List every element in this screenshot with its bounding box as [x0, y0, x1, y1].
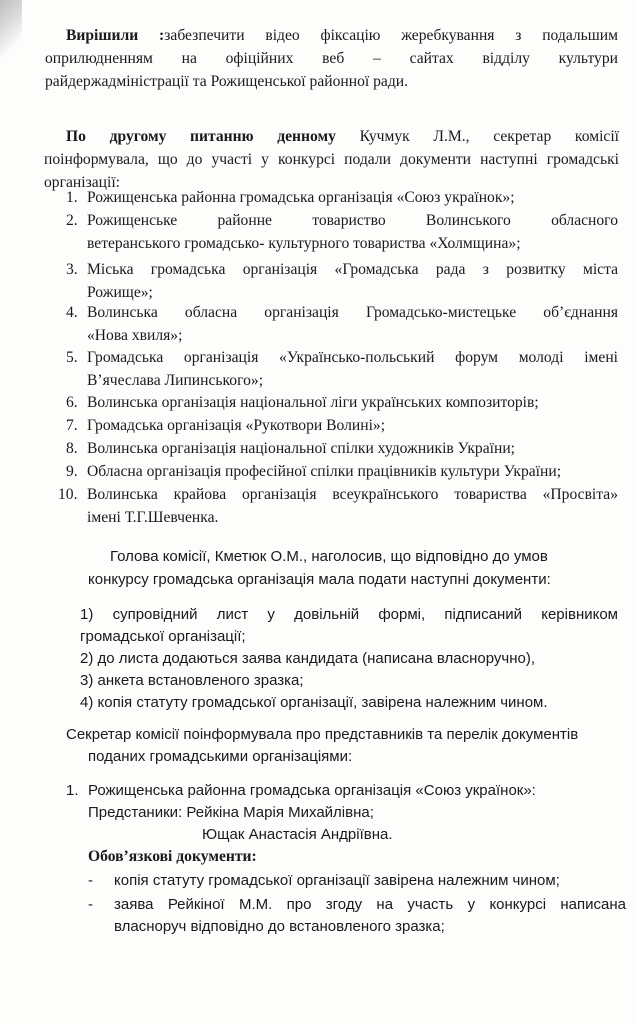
secretary-note [66, 724, 616, 768]
list-item-text: Рожищенська районна громадська організація «Союз українок»; [87, 189, 515, 206]
mandatory-doc-text: копія статуту громадської організації завірена належним чином; [114, 872, 560, 889]
list-item-number: 1. [66, 189, 78, 206]
list-item-text: Громадська організація «Українсько-польський форум молоді імені [87, 349, 618, 366]
list-item-number: 9. [66, 463, 78, 480]
second-item-text: Кучмук Л.М., секретар комісії [359, 128, 620, 145]
decision-label: Вирішили : [66, 27, 165, 44]
list-item-text: Обласна організація професійної спілки працівників культури України; [87, 463, 562, 480]
mandatory-docs-label: Обов’язкові документи: [88, 848, 257, 865]
list-item [66, 346, 618, 392]
list-item-text: Рожище»; [87, 284, 153, 301]
second-item-paragraph [44, 125, 620, 194]
list-item [66, 301, 618, 347]
mandatory-doc-item [88, 894, 626, 938]
required-doc-line: 1) супровідний лист у довільній формі, підписаний керівником [80, 606, 618, 623]
list-item-number: 3. [66, 261, 78, 278]
required-doc-line: 3) анкета встановленого зразка; [80, 672, 304, 689]
reps-label: Предстаники: [88, 804, 183, 821]
list-item-number: 5. [66, 349, 78, 366]
scan-edge-shadow [0, 0, 22, 60]
list-item [66, 209, 618, 255]
secretary-note-line-2: поданих громадськими організаціями: [88, 748, 353, 765]
decision-line-1 [66, 24, 618, 47]
list-item-number: 4. [66, 304, 78, 321]
detail-rep2-line: Ющак Анастасія Андріївна. [202, 826, 393, 843]
list-item [66, 437, 618, 460]
list-item-text: імені Т.Г.Шевченка. [87, 509, 219, 526]
decision-line-3: райдержадміністрації та Рожищенської районної ради. [45, 73, 409, 90]
detail-reps-line [88, 802, 626, 824]
list-item-text: ветеранського громадсько- культурного товариства «Холмщина»; [87, 235, 521, 252]
decision-paragraph [45, 24, 618, 93]
secretary-note-line-1: Секретар комісії поінформувала про представників та перелік документів [66, 726, 579, 743]
second-item-label: По другому питанню денному [66, 128, 336, 145]
list-item [66, 258, 618, 304]
list-item-number: 7. [66, 417, 78, 434]
list-item-text: Волинська обласна організація Громадсько-мистецьке об’єднання [87, 304, 618, 321]
mandatory-heading [88, 846, 388, 868]
list-item-text: Волинська організація національної спілки художників України; [87, 440, 515, 457]
second-item-line-3: організації: [44, 174, 121, 191]
dash-bullet: - [88, 872, 93, 889]
list-item-number: 10. [58, 486, 78, 503]
detail-org-line [66, 780, 626, 802]
chair-note-line-1: Голова комісії, Кметюк О.М., наголосив, що відповідно до умов [110, 548, 548, 565]
chair-note-line-2: конкурсу громадська організація мала подати наступні документи: [88, 571, 551, 588]
decision-line-2: оприлюдненням на офіційних веб – сайтах відділу культури [45, 50, 618, 67]
list-item [66, 414, 618, 437]
list-item-text: Волинська організація національної ліги українських композиторів; [87, 394, 539, 411]
dash-bullet: - [88, 896, 93, 913]
required-docs [80, 604, 618, 714]
detail-number: 1. [66, 782, 79, 799]
list-item-text: «Нова хвиля»; [87, 327, 183, 344]
list-item [66, 186, 618, 209]
list-item-text: Рожищенське районне товариство Волинського обласного [87, 212, 618, 229]
decision-text: забезпечити відео фіксацію жеребкування з подальшим [164, 27, 618, 44]
list-item-text: Громадська організація «Рукотвори Волині»; [87, 417, 386, 434]
list-item-text: Волинська крайова організація всеукраїнського товариства «Просвіта» [87, 486, 618, 503]
list-item-text: В’ячеслава Липинського»; [87, 372, 264, 389]
detail-section [66, 780, 626, 846]
chair-note [88, 545, 618, 591]
list-item [66, 391, 618, 414]
mandatory-doc-text: власноруч відповідно до встановленого зразка; [114, 918, 445, 935]
list-item-number: 2. [66, 212, 78, 229]
mandatory-doc-text: заява Рейкіної М.М. про згоду на участь у конкурсі написана [114, 896, 626, 913]
list-item-text: Міська громадська організація «Громадська рада з розвитку міста [87, 261, 618, 278]
detail-org: Рожищенська районна громадська організація «Союз українок»: [88, 782, 536, 799]
list-item-number: 6. [66, 394, 78, 411]
list-item [58, 483, 618, 529]
required-doc-line: 2) до листа додаються заява кандидата (написана власноручно), [80, 650, 536, 667]
mandatory-doc-item [88, 870, 626, 892]
required-doc-line: громадської організації; [80, 628, 246, 645]
list-item-number: 8. [66, 440, 78, 457]
rep-name: Рейкіна Марія Михайлівна; [186, 804, 374, 821]
list-item [66, 460, 618, 483]
required-doc-line: 4) копія статуту громадської організації, завірена належним чином. [80, 694, 548, 711]
second-item-line-2: поінформувала, що до участі у конкурсі подали документи наступні громадські [44, 151, 619, 168]
second-item-line-1 [66, 125, 619, 148]
